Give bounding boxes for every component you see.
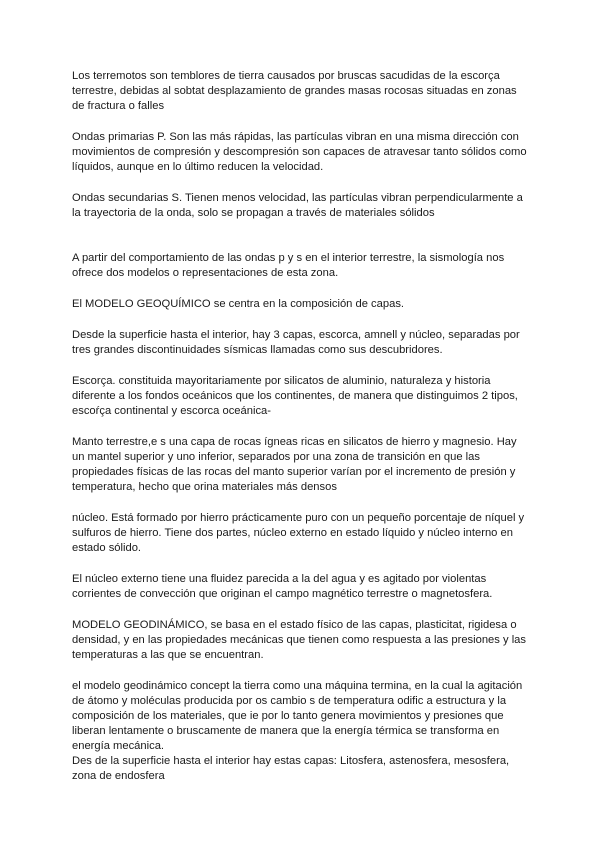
paragraph-modelos-intro: A partir del comportamiento de las ondas p y s en el interior terrestre, la sismología nos ofrece dos modelos o representaciones de esta zona. [72,252,505,279]
paragraph-modelo-geoquimico: El MODELO GEOQUÍMICO se centra en la composición de capas. [72,298,405,310]
paragraph-nucleo-externo: El núcleo externo tiene una fluidez parecida a la del agua y es agitado por violentas corrientes de convección que originan el campo magnético terrestre o magnetosfera. [72,573,493,600]
paragraph-escorca: Escorça. constituida mayoritariamente por silicatos de aluminio, naturaleza y historia diferente a los fondos oceánicos que los continentes, de manera que distinguimos 2 tipos, escoŕça continental y escorca oceánica- [72,375,518,417]
paragraph-capas-geodinamicas: Des de la superficie hasta el interior hay estas capas: Litosfera, astenosfera, mesosfera, zona de endosfera [72,755,510,782]
paragraph-nucleo: núcleo. Está formado por hierro prácticamente puro con un pequeño porcentaje de níquel y sulfuros de hierro. Tiene dos partes, núcleo externo en estado líquido y núcleo interno en estado sólido. [72,512,525,554]
paragraph-ondas-secundarias: Ondas secundarias S. Tienen menos velocidad, las partículas vibran perpendicularmente a la trayectoria de la onda, solo se propagan a través de materiales sólidos [72,192,523,219]
paragraph-capas: Desde la superficie hasta el interior, hay 3 capas, escorca, amnell y núcleo, separadas por tres grandes discontinuidades sísmicas llamadas como sus descubridores. [72,329,520,356]
paragraph-maquina-termica: el modelo geodinámico concept la tierra como una máquina termina, en la cual la agitación de átomo y moléculas producida por os cambio s de temperatura odific a estructura y la composición de los materiales, que ie por lo tanto genera movimientos y presiones que liberan lentamente o bruscamente de manera que la energía térmica se transforma en energía mecánica. [72,680,523,752]
paragraph-terremotos: Los terremotos son temblores de tierra causados por bruscas sacudidas de la escorça terrestre, debidas al sobtat desplazamiento de grandes masas rocosas situadas en zonas de fractura o falles [72,70,517,112]
paragraph-ondas-primarias: Ondas primarias P. Son las más rápidas, las partículas vibran en una misma dirección con movimientos de compresión y descompresión son capaces de atravesar tanto sólidos como líquidos, aunque en lo último reducen la velocidad. [72,131,527,173]
paragraph-manto: Manto terrestre,e s una capa de rocas ígneas ricas en silicatos de hierro y magnesio. Hay un mantel superior y uno inferior, separados por una zona de transición en que las propiedades físicas de las rocas del manto superior varían por el incremento de presión y temperatura, hecho que orina materiales más densos [72,436,517,493]
paragraph-modelo-geodinamico: MODELO GEODINÁMICO, se basa en el estado físico de las capas, plasticitat, rigidesa o densidad, y en las propiedades mecánicas que tienen como respuesta a las presiones y las temperaturas a las que se encuentran. [72,619,526,661]
